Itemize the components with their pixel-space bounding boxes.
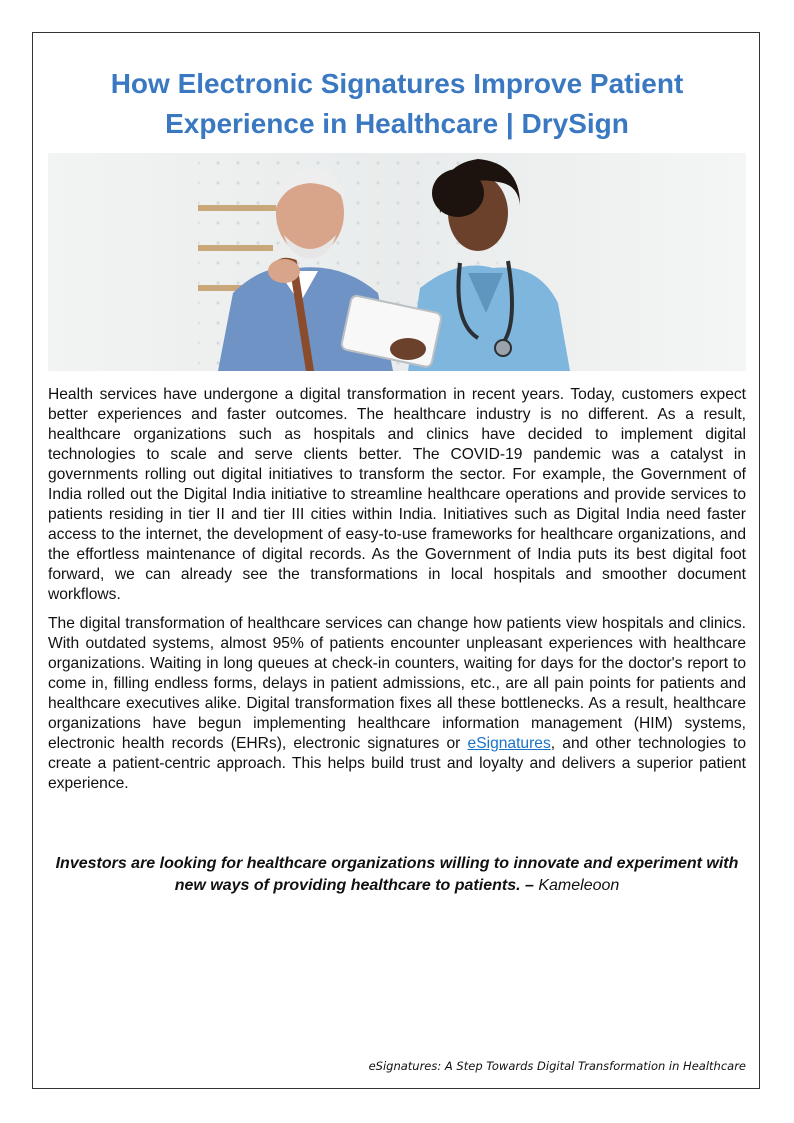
hero-illustration [48, 153, 746, 371]
paragraph-1: Health services have undergone a digital transformation in recent years. Today, customers expect better experiences and faster outcomes. The healthcare industry is no different. As a result, healthcare organizations such as hospitals and clinics have decided to implement digital technologies to scale and serve clients better. The COVID-19 pandemic was a catalyst in governments rolling out digital initiatives to transform the sector. For example, the Government of India rolled out the Digital India initiative to streamline healthcare operations and provide services to patients residing in tier II and tier III cities within India. Initiatives such as Digital India need faster access to the internet, the development of easy-to-use frameworks for healthcare organizations, and the effortless maintenance of digital records. As the Government of India puts its best digital foot forward, we can already see the transformations in local hospitals and smoother document workflows. [48, 386, 746, 603]
paragraph-2-text-a: The digital transformation of healthcare services can change how patients view hospitals and clinics. With outdated systems, almost 95% of patients encounter unpleasant experiences with healthcare organizations. Waiting in long queues at check-in counters, waiting for days for the doctor's report to come in, filling endless forms, delays in patient admissions, etc., are all pain points for patients and healthcare executives alike. Digital transformation fixes all these bottlenecks. As a result, healthcare organizations have begun implementing healthcare information management (HIM) systems, electronic health records (EHRs), electronic signatures or [48, 615, 746, 752]
article-title: How Electronic Signatures Improve Patient Experience in Healthcare | DrySign [110, 68, 684, 139]
pull-quote [48, 853, 746, 897]
paragraph-2-text-b: , and other technologies to create a patient-centric approach. This helps build trust and loyalty and delivers a superior patient experience. [48, 735, 746, 792]
quote-source: Kameleoon [533, 877, 620, 894]
paragraph-2 [48, 614, 746, 794]
page-footer: eSignatures: A Step Towards Digital Transformation in Healthcare [368, 1059, 746, 1073]
article-body [48, 385, 746, 803]
esignatures-link[interactable]: eSignatures [467, 735, 551, 752]
quote-text: Investors are looking for healthcare organizations willing to innovate and experiment with new ways of providing healthcare to patients. – [55, 855, 739, 894]
hero-image-doctor-patient [48, 153, 746, 371]
